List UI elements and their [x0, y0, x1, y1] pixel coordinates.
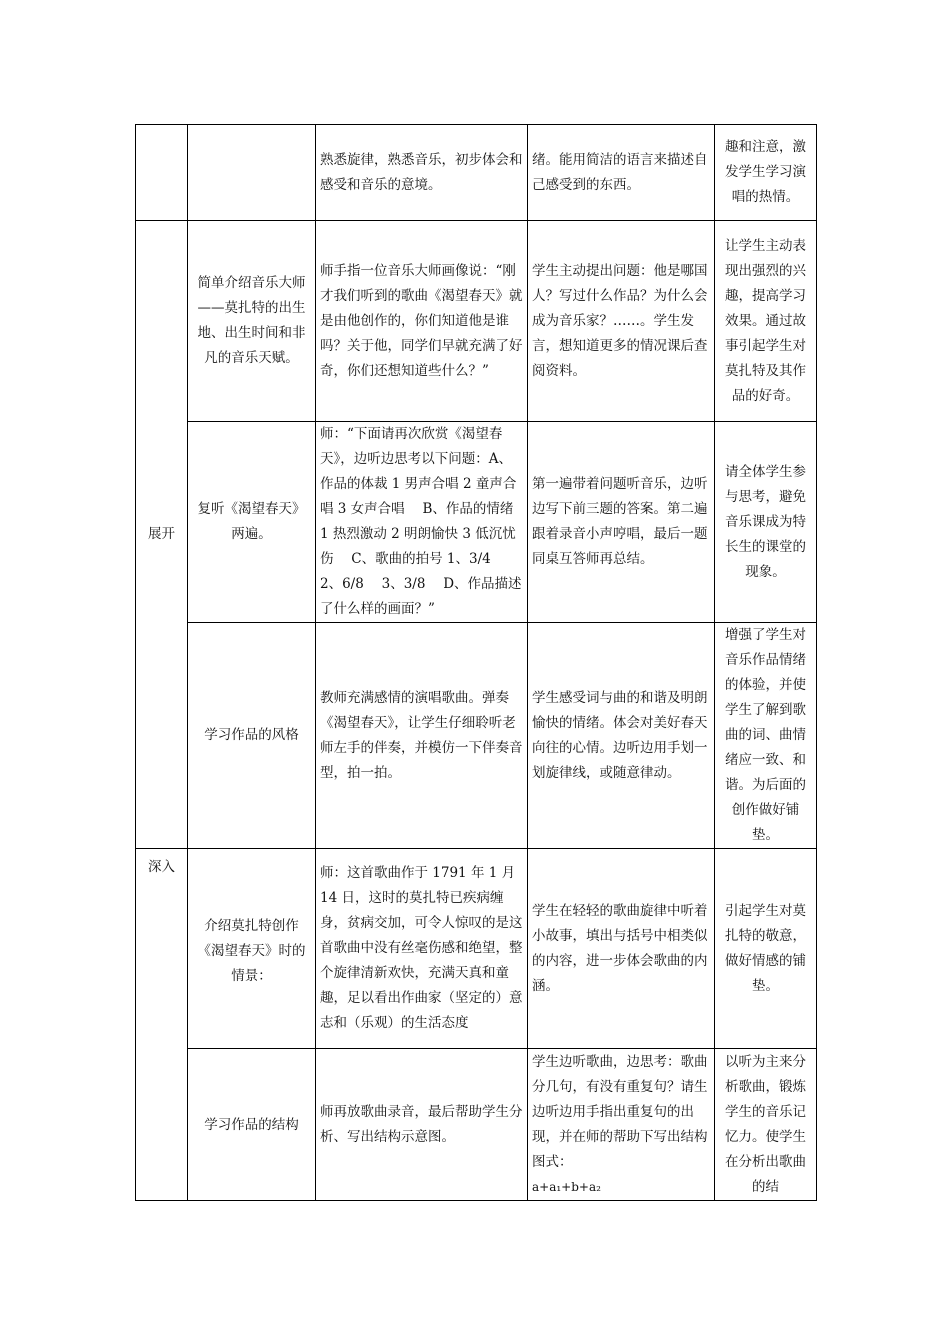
structure-formula: a+a₁+b+a₂ — [532, 1180, 601, 1194]
design-intent-cell: 趣和注意，激发学生学习演唱的热情。 — [715, 125, 817, 221]
content-cell: 复听《渴望春天》两遍。 — [188, 422, 316, 623]
content-cell: 简单介绍音乐大师——莫扎特的出生地、出生时间和非凡的音乐天赋。 — [188, 221, 316, 422]
student-activity-cell — [528, 1049, 715, 1201]
teacher-activity-cell: 教师充满感情的演唱歌曲。弹奏《渴望春天》，让学生仔细聆听老师左手的伴奏，并模仿一下伴奏音型，拍一拍。 — [316, 623, 528, 849]
design-intent-cell: 以听为主来分析歌曲，锻炼学生的音乐记忆力。使学生在分析出歌曲的结 — [715, 1049, 817, 1201]
table-row — [136, 422, 817, 623]
student-activity-cell: 第一遍带着问题听音乐，边听边写下前三题的答案。第二遍跟着录音小声哼唱，最后一题同桌互答师再总结。 — [528, 422, 715, 623]
content-cell: 学习作品的结构 — [188, 1049, 316, 1201]
stage-cell-deepen: 深入 — [136, 849, 188, 1201]
content-cell — [188, 125, 316, 221]
student-activity-cell: 绪。能用简洁的语言来描述自己感受到的东西。 — [528, 125, 715, 221]
stage-cell-expand: 展开 — [136, 221, 188, 849]
student-activity-cell: 学生感受词与曲的和谐及明朗愉快的情绪。体会对美好春天向往的心情。边听边用手划一划旋律线，或随意律动。 — [528, 623, 715, 849]
table-row — [136, 1049, 817, 1201]
teacher-activity-cell: 师：“下面请再次欣赏《渴望春天》，边听边思考以下问题：A、作品的体裁 1 男声合唱 2 童声合唱 3 女声合唱 B、作品的情绪 1 热烈激动 2 明朗愉快 3 低沉忧伤 C、歌曲的拍号 1、3/4 2、6/8 3、3/8 D、作品描述了什么样的画面？” — [316, 422, 528, 623]
design-intent-cell: 增强了学生对音乐作品情绪的体验，并使学生了解到歌曲的词、曲情绪应一致、和谐。为后面的创作做好铺垫。 — [715, 623, 817, 849]
lesson-plan-table — [135, 124, 817, 1201]
teacher-activity-cell: 师：这首歌曲作于 1791 年 1 月 14 日，这时的莫扎特已疾病缠身，贫病交加，可令人惊叹的是这首歌曲中没有丝毫伤感和绝望，整个旋律清新欢快，充满天真和童趣，足以看出作曲家（坚定的）意志和（乐观）的生活态度 — [316, 849, 528, 1049]
table-row — [136, 221, 817, 422]
table-row — [136, 623, 817, 849]
content-cell: 学习作品的风格 — [188, 623, 316, 849]
table-row — [136, 849, 817, 1049]
design-intent-cell: 让学生主动表现出强烈的兴趣，提高学习效果。通过故事引起学生对莫扎特及其作品的好奇。 — [715, 221, 817, 422]
teacher-activity-cell: 师手指一位音乐大师画像说：“刚才我们听到的歌曲《渴望春天》就是由他创作的，你们知道他是谁吗？关于他，同学们早就充满了好奇，你们还想知道些什么？” — [316, 221, 528, 422]
design-intent-cell: 请全体学生参与思考，避免音乐课成为特长生的课堂的现象。 — [715, 422, 817, 623]
teacher-activity-cell: 熟悉旋律，熟悉音乐，初步体会和感受和音乐的意境。 — [316, 125, 528, 221]
content-cell: 介绍莫扎特创作《渴望春天》时的情景： — [188, 849, 316, 1049]
teacher-activity-cell: 师再放歌曲录音，最后帮助学生分析、写出结构示意图。 — [316, 1049, 528, 1201]
table-row — [136, 125, 817, 221]
student-activity-text: 学生边听歌曲，边思考：歌曲分几句，有没有重复句？请生边听边用手指出重复句的出现，并在师的帮助下写出结构图式： — [532, 1054, 708, 1170]
design-intent-cell: 引起学生对莫扎特的敬意，做好情感的铺垫。 — [715, 849, 817, 1049]
student-activity-cell: 学生在轻轻的歌曲旋律中听着小故事，填出与括号中相类似的内容，进一步体会歌曲的内涵。 — [528, 849, 715, 1049]
stage-cell — [136, 125, 188, 221]
student-activity-cell: 学生主动提出问题：他是哪国人？写过什么作品？为什么会成为音乐家？……。学生发言，想知道更多的情况课后查阅资料。 — [528, 221, 715, 422]
